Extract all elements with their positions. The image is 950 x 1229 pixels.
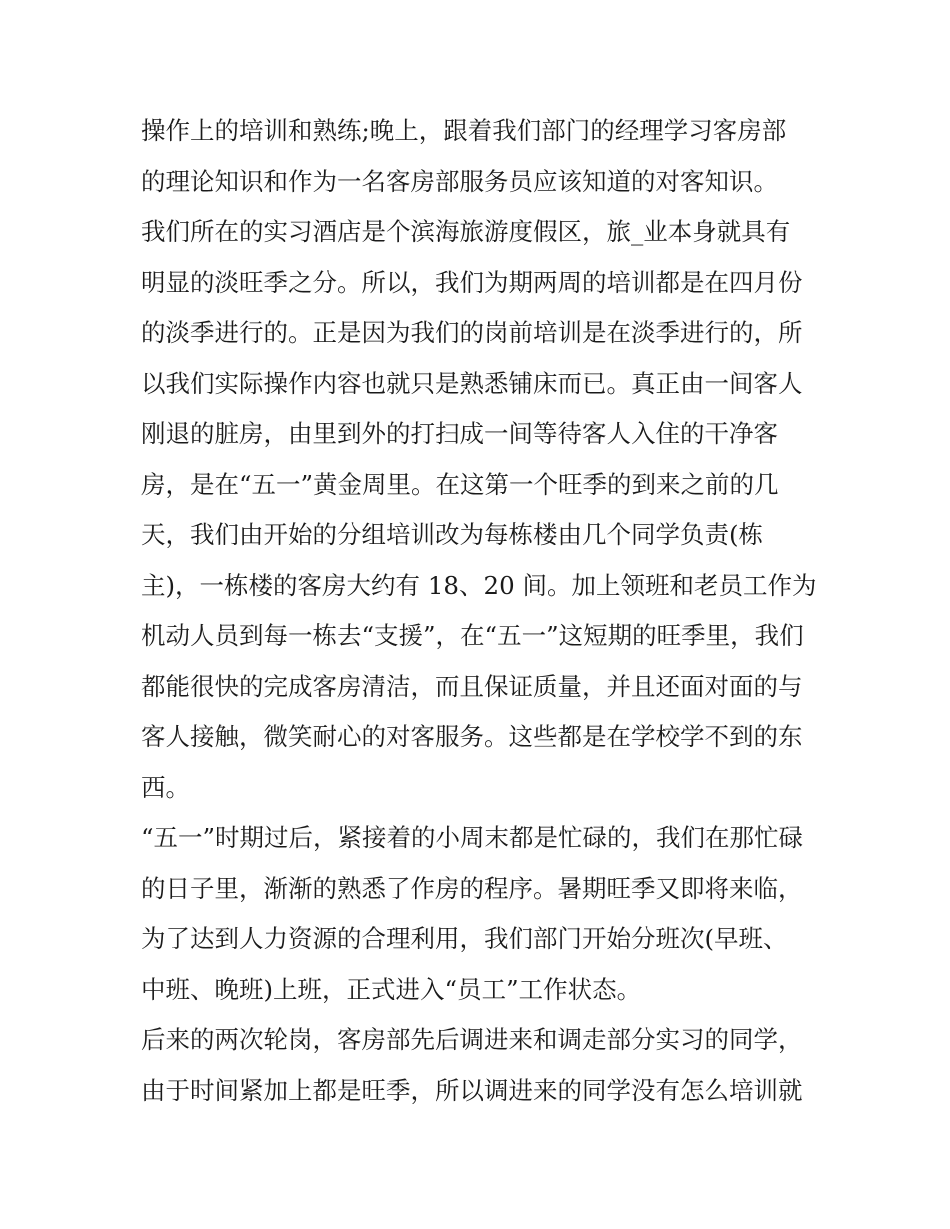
text-line: 我们所在的实习酒店是个滨海旅游度假区，旅_业本身就具有 <box>141 217 791 246</box>
text-line: 的淡季进行的。正是因为我们的岗前培训是在淡季进行的，所 <box>141 318 803 347</box>
text-line: 西。 <box>141 772 190 802</box>
text-line: 刚退的脏房，由里到外的打扫成一间等待客人入住的干净客 <box>141 419 778 448</box>
text-line: 的理论知识和作为一名客房部服务员应该知道的对客知识。 <box>141 166 778 196</box>
text-line: 客人接触，微笑耐心的对客服务。这些都是在学校学不到的东 <box>141 722 803 751</box>
text-line: 主)，一栋楼的客房大约有 18、20 间。加上领班和老员工作为 <box>141 570 817 600</box>
text-line: 房，是在“五一”黄金周里。在这第一个旺季的到来之前的几 <box>141 469 779 499</box>
text-line: 后来的两次轮岗，客房部先后调进来和调走部分实习的同学， <box>141 1025 803 1054</box>
text-line: 为了达到人力资源的合理利用，我们部门开始分班次(早班、 <box>141 924 788 953</box>
text-line: 机动人员到每一栋去“支援”，在“五一”这短期的旺季里，我们 <box>141 621 804 650</box>
text-line: 的日子里，渐渐的熟悉了作房的程序。暑期旺季又即将来临， <box>141 873 803 903</box>
text-line: 都能很快的完成客房清洁，而且保证质量，并且还面对面的与 <box>141 671 803 701</box>
text-line: 中班、晚班)上班，正式进入“员工”工作状态。 <box>141 974 642 1004</box>
text-line: 天，我们由开始的分组培训改为每栋楼由几个同学负责(栋 <box>141 520 764 549</box>
text-line: 由于时间紧加上都是旺季，所以调进来的同学没有怎么培训就 <box>141 1075 803 1105</box>
text-line: “五一”时期过后，紧接着的小周末都是忙碌的，我们在那忙碌 <box>141 823 804 852</box>
text-line: 以我们实际操作内容也就只是熟悉铺床而已。真正由一间客人 <box>141 368 803 398</box>
body-text <box>141 106 821 1116</box>
text-line: 操作上的培训和熟练;晚上，跟着我们部门的经理学习客房部 <box>141 116 787 145</box>
text-line: 明显的淡旺季之分。所以，我们为期两周的培训都是在四月份 <box>141 267 803 297</box>
